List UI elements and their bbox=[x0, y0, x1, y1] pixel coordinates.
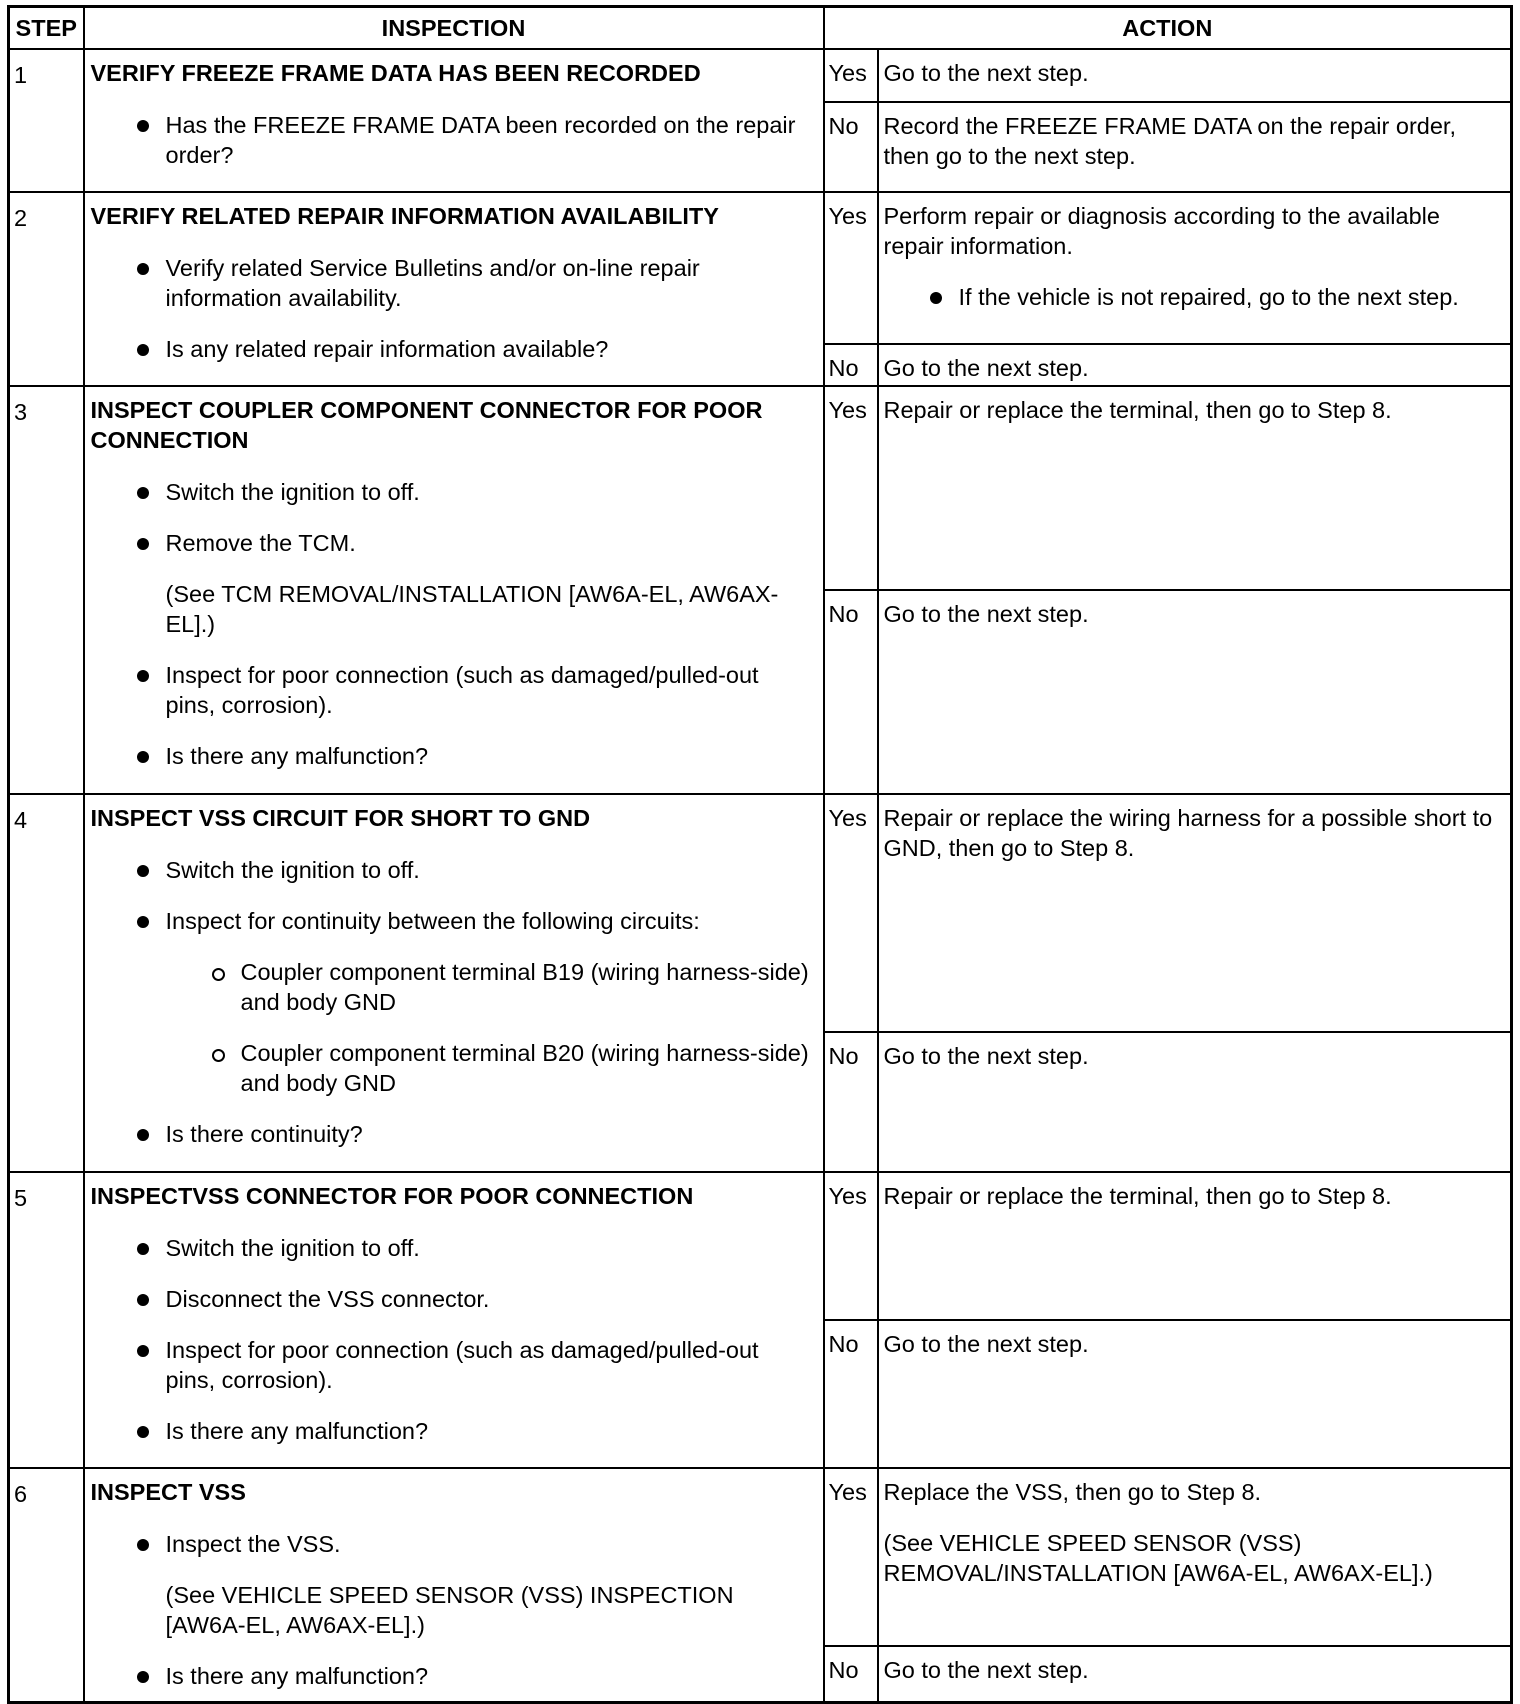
yes-action: Repair or replace the terminal, then go to Step 8. bbox=[878, 1172, 1512, 1320]
yes-label: Yes bbox=[824, 49, 878, 102]
inspection-item: Switch the ignition to off. bbox=[91, 855, 813, 885]
inspection-list bbox=[91, 110, 813, 170]
yes-action: Repair or replace the wiring harness for a possible short to GND, then go to Step 8. bbox=[878, 794, 1512, 1032]
yes-action bbox=[878, 1468, 1512, 1646]
step-5-inspection bbox=[84, 1172, 824, 1468]
step-6-inspection bbox=[84, 1468, 824, 1702]
yes-action-item: If the vehicle is not repaired, go to the next step. bbox=[884, 282, 1505, 312]
step-2-yes-row bbox=[9, 192, 1512, 344]
step-number: 1 bbox=[9, 49, 84, 192]
inspection-item: Is there any malfunction? bbox=[91, 1661, 813, 1691]
no-action: Record the FREEZE FRAME DATA on the repair order, then go to the next step. bbox=[878, 102, 1512, 192]
header-step: STEP bbox=[9, 7, 84, 50]
step-5-yes-row bbox=[9, 1172, 1512, 1320]
step-4-yes-row bbox=[9, 794, 1512, 1032]
yes-label: Yes bbox=[824, 1468, 878, 1646]
no-action: Go to the next step. bbox=[878, 1646, 1512, 1702]
inspection-list bbox=[91, 1233, 813, 1446]
yes-label: Yes bbox=[824, 794, 878, 1032]
no-label: No bbox=[824, 590, 878, 794]
no-label: No bbox=[824, 1646, 878, 1702]
inspection-sub-item: Coupler component terminal B20 (wiring harness-side) and body GND bbox=[91, 1038, 813, 1098]
inspection-item: Is there continuity? bbox=[91, 1119, 813, 1149]
no-label: No bbox=[824, 1320, 878, 1468]
inspection-item: Inspect for poor connection (such as damaged/pulled-out pins, corrosion). bbox=[91, 660, 813, 720]
inspection-list bbox=[91, 660, 813, 771]
no-action: Go to the next step. bbox=[878, 590, 1512, 794]
inspection-item: Inspect the VSS. bbox=[91, 1529, 813, 1559]
inspection-list bbox=[91, 855, 813, 1149]
reference-note: (See VEHICLE SPEED SENSOR (VSS) INSPECTION [AW6A-EL, AW6AX-EL].) bbox=[165, 1582, 734, 1638]
step-number: 6 bbox=[9, 1468, 84, 1702]
inspection-item: Inspect for continuity between the following circuits: bbox=[91, 906, 813, 936]
no-label: No bbox=[824, 1032, 878, 1172]
yes-label: Yes bbox=[824, 1172, 878, 1320]
yes-label: Yes bbox=[824, 386, 878, 590]
step-title: INSPECTVSS CONNECTOR FOR POOR CONNECTION bbox=[90, 1183, 694, 1209]
no-action: Go to the next step. bbox=[878, 1320, 1512, 1468]
step-title: INSPECT VSS bbox=[90, 1479, 246, 1505]
step-3-yes-row bbox=[9, 386, 1512, 590]
inspection-item: Verify related Service Bulletins and/or on-line repair information availability. bbox=[91, 253, 813, 313]
inspection-item: Disconnect the VSS connector. bbox=[91, 1284, 813, 1314]
step-title: INSPECT VSS CIRCUIT FOR SHORT TO GND bbox=[90, 805, 591, 831]
yes-action: Repair or replace the terminal, then go to Step 8. bbox=[878, 386, 1512, 590]
inspection-list bbox=[91, 1529, 813, 1559]
yes-action bbox=[878, 192, 1512, 344]
step-number: 5 bbox=[9, 1172, 84, 1468]
inspection-item: Has the FREEZE FRAME DATA been recorded on the repair order? bbox=[91, 110, 813, 170]
step-1-inspection bbox=[84, 49, 824, 192]
step-3-inspection bbox=[84, 386, 824, 794]
yes-action-note: (See VEHICLE SPEED SENSOR (VSS) REMOVAL/INSTALLATION [AW6A-EL, AW6AX-EL].) bbox=[883, 1530, 1433, 1586]
header-row bbox=[9, 7, 1512, 50]
diagnostic-procedure-table bbox=[7, 5, 1513, 1704]
yes-action: Go to the next step. bbox=[878, 49, 1512, 102]
inspection-item: Switch the ignition to off. bbox=[91, 477, 813, 507]
no-label: No bbox=[824, 344, 878, 386]
inspection-item: Is any related repair information available? bbox=[91, 334, 813, 364]
yes-label: Yes bbox=[824, 192, 878, 344]
yes-action-text: Perform repair or diagnosis according to the available repair information. bbox=[883, 203, 1440, 259]
inspection-item: Inspect for poor connection (such as damaged/pulled-out pins, corrosion). bbox=[91, 1335, 813, 1395]
no-action: Go to the next step. bbox=[878, 344, 1512, 386]
step-title: INSPECT COUPLER COMPONENT CONNECTOR FOR POOR CONNECTION bbox=[90, 397, 763, 453]
no-action: Go to the next step. bbox=[878, 1032, 1512, 1172]
yes-action-text: Replace the VSS, then go to Step 8. bbox=[883, 1479, 1262, 1505]
inspection-sub-item: Coupler component terminal B19 (wiring harness-side) and body GND bbox=[91, 957, 813, 1017]
step-title: VERIFY FREEZE FRAME DATA HAS BEEN RECORDED bbox=[90, 60, 701, 86]
yes-action-list bbox=[884, 282, 1505, 312]
no-label: No bbox=[824, 102, 878, 192]
inspection-list bbox=[91, 477, 813, 558]
step-2-inspection bbox=[84, 192, 824, 386]
step-number: 2 bbox=[9, 192, 84, 386]
step-4-inspection bbox=[84, 794, 824, 1172]
step-6-yes-row bbox=[9, 1468, 1512, 1646]
inspection-list bbox=[91, 1661, 813, 1691]
reference-note: (See TCM REMOVAL/INSTALLATION [AW6A-EL, AW6AX-EL].) bbox=[165, 581, 779, 637]
step-number: 4 bbox=[9, 794, 84, 1172]
step-1-yes-row bbox=[9, 49, 1512, 102]
inspection-item: Is there any malfunction? bbox=[91, 741, 813, 771]
header-action: ACTION bbox=[824, 7, 1512, 50]
inspection-item: Switch the ignition to off. bbox=[91, 1233, 813, 1263]
step-number: 3 bbox=[9, 386, 84, 794]
inspection-item: Remove the TCM. bbox=[91, 528, 813, 558]
inspection-list bbox=[91, 253, 813, 364]
inspection-item: Is there any malfunction? bbox=[91, 1416, 813, 1446]
header-inspection: INSPECTION bbox=[84, 7, 824, 50]
step-title: VERIFY RELATED REPAIR INFORMATION AVAILABILITY bbox=[90, 203, 719, 229]
